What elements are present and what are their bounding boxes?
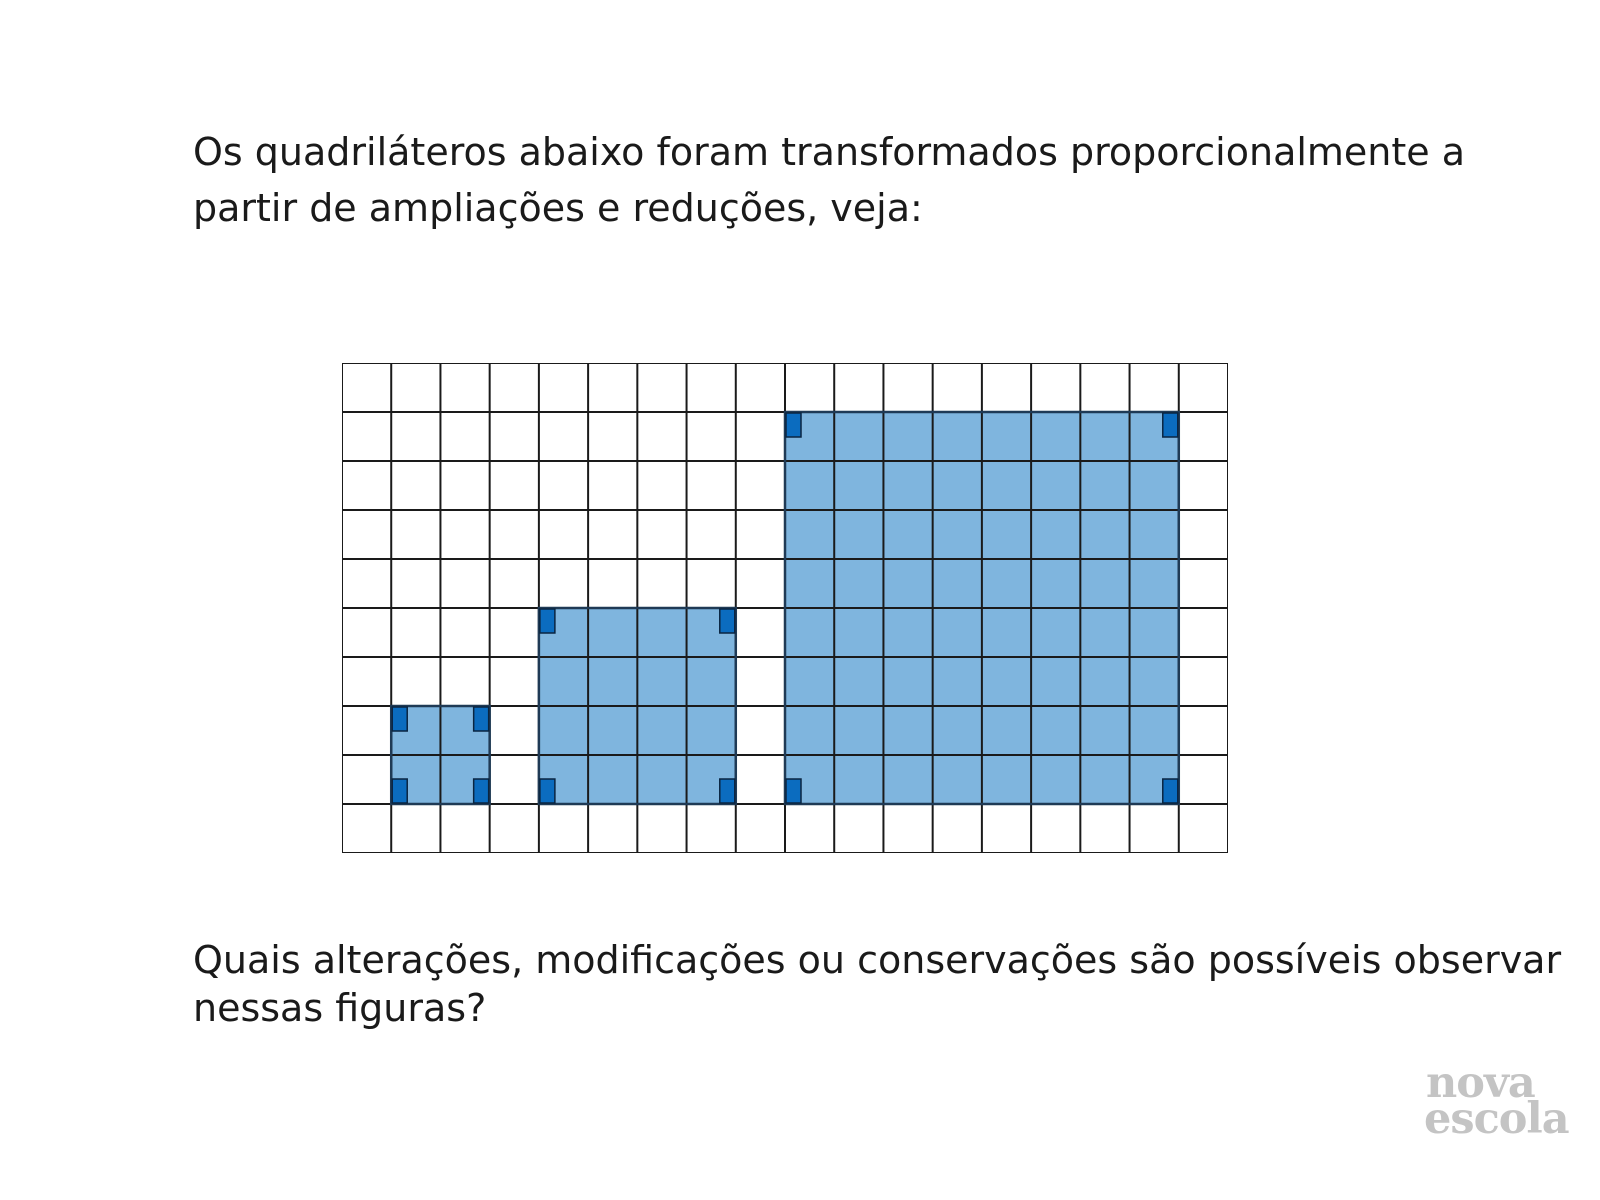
right-angle-marker [720,609,735,633]
intro-line-2: partir de ampliações e reduções, veja: [193,186,923,230]
square-grid-figure [342,363,1228,853]
right-angle-marker [540,609,555,633]
right-angle-marker [1163,413,1178,437]
right-angle-marker [786,779,801,803]
right-angle-marker [1163,779,1178,803]
intro-line-1: Os quadriláteros abaixo foram transformados proporcionalmente a [193,130,1466,174]
question-line-2: nessas figuras? [193,986,487,1030]
question-text [193,936,1573,1032]
right-angle-marker [392,779,407,803]
right-angle-marker [392,707,407,731]
logo-line-1: nova [1426,1058,1535,1108]
logo-line-2: escola [1424,1094,1569,1144]
nova-escola-logo [1424,1058,1584,1144]
right-angle-marker [720,779,735,803]
right-angle-marker [540,779,555,803]
right-angle-marker [474,707,489,731]
right-angle-marker [474,779,489,803]
intro-text [193,124,1523,236]
question-line-1: Quais alterações, modificações ou conservações são possíveis observar [193,938,1562,982]
right-angle-marker [786,413,801,437]
